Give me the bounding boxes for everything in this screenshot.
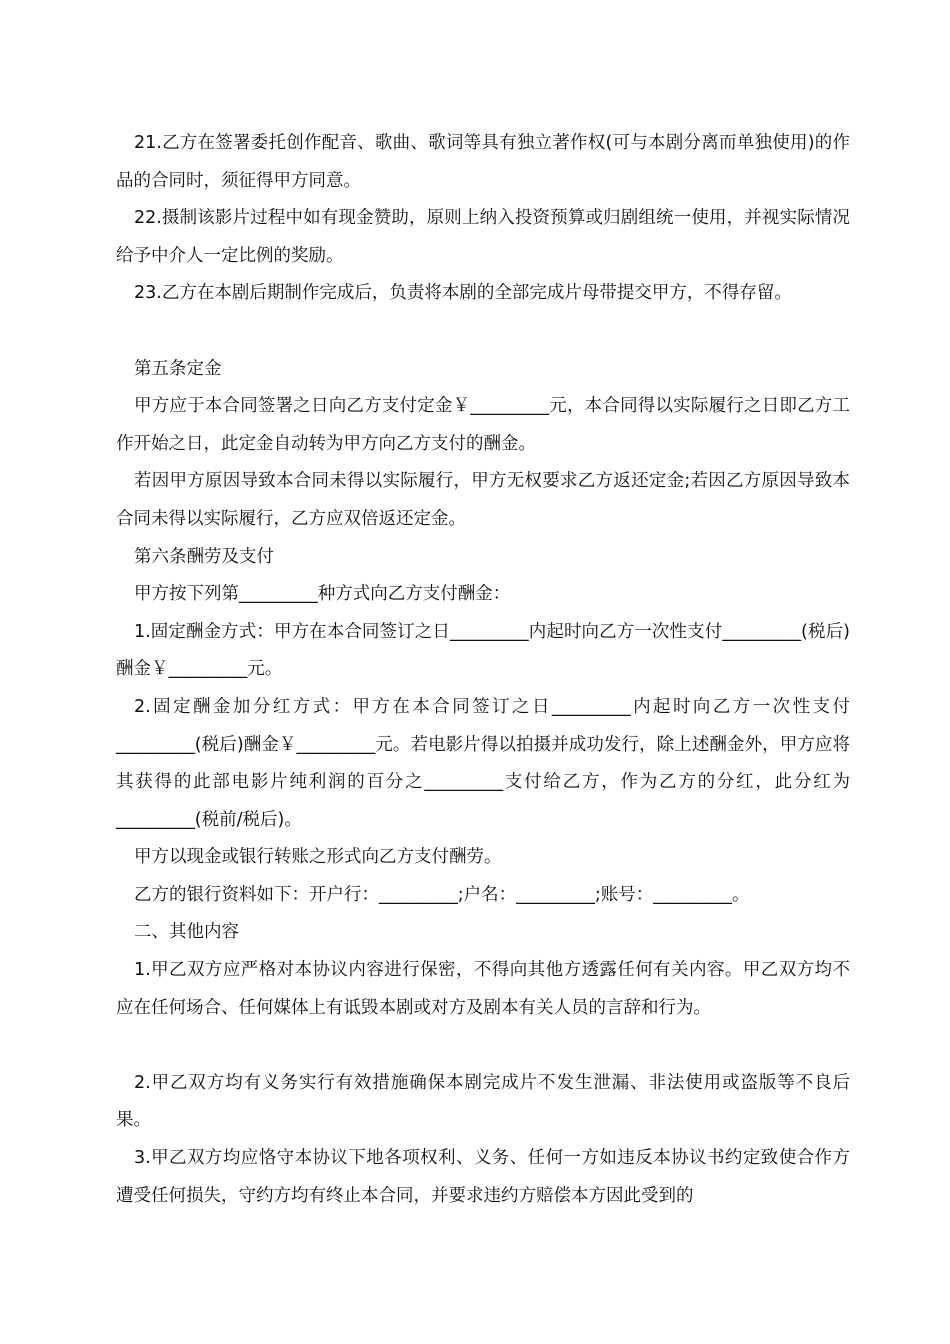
paragraph-confidentiality: 1.甲乙双方应严格对本协议内容进行保密，不得向其他方透露任何有关内容。甲乙双方均不应在任何场合、任何媒体上有诋毁本剧或对方及剧本有关人员的言辞和行为。 [116,960,850,1018]
paragraph-21: 21.乙方在签署委托创作配音、歌曲、歌词等具有独立著作权(可与本剧分离而单独使用)的作品的合同时，须征得甲方同意。 [116,133,850,191]
blank-line [116,1027,850,1065]
section-heading-article-5: 第五条定金 [134,358,222,379]
paragraph-payment-form: 甲方以现金或银行转账之形式向乙方支付酬劳。 [134,847,502,868]
paragraph-23: 23.乙方在本剧后期制作完成后，负责将本剧的全部完成片母带提交甲方，不得存留。 [134,283,792,304]
paragraph-anti-piracy: 2.甲乙双方均有义务实行有效措施确保本剧完成片不发生泄漏、非法使用或盗版等不良后果。 [116,1072,850,1131]
paragraph-fixed-fee: 1.固定酬金方式：甲方在本合同签订之日_________内起时向乙方一次性支付_________(税后)酬金￥_________元。 [116,621,850,680]
paragraph-deposit-return: 若因甲方原因导致本合同未得以实际履行，甲方无权要求乙方返还定金;若因乙方原因导致本合同未得以实际履行，乙方应双倍返还定金。 [116,471,850,529]
paragraph-breach: 3.甲乙双方均应恪守本协议下地各项权利、义务、任何一方如违反本协议书约定致使合作方遭受任何损失，守约方均有终止本合同，并要求违约方赔偿本方因此受到的 [116,1148,850,1206]
paragraph-fixed-fee-bonus: 2.固定酬金加分红方式：甲方在本合同签订之日_________内起时向乙方一次性支付_________(税后)酬金￥_________元。若电影片得以拍摄并成功发行，除上述酬金外，甲方应将其获得的此部电影片纯利润的百分之_________支付给乙方，作为乙方的分红，此分红为_________(税前/税后)。 [116,696,850,830]
paragraph-deposit-payment: 甲方应于本合同签署之日向乙方支付定金￥_________元，本合同得以实际履行之日即乙方工作开始之日，此定金自动转为甲方向乙方支付的酬金。 [116,396,850,454]
paragraph-22: 22.摄制该影片过程中如有现金赞助，原则上纳入投资预算或归剧组统一使用，并视实际情况给予中介人一定比例的奖励。 [116,208,850,266]
blank-line [116,313,850,351]
section-heading-article-6: 第六条酬劳及支付 [134,546,274,567]
paragraph-bank-info: 乙方的银行资料如下：开户行：_________;户名：_________;账号：_________。 [134,884,750,905]
section-heading-other: 二、其他内容 [134,922,239,943]
document-page [116,125,850,1215]
paragraph-payment-method: 甲方按下列第_________种方式向乙方支付酬金： [134,584,511,605]
